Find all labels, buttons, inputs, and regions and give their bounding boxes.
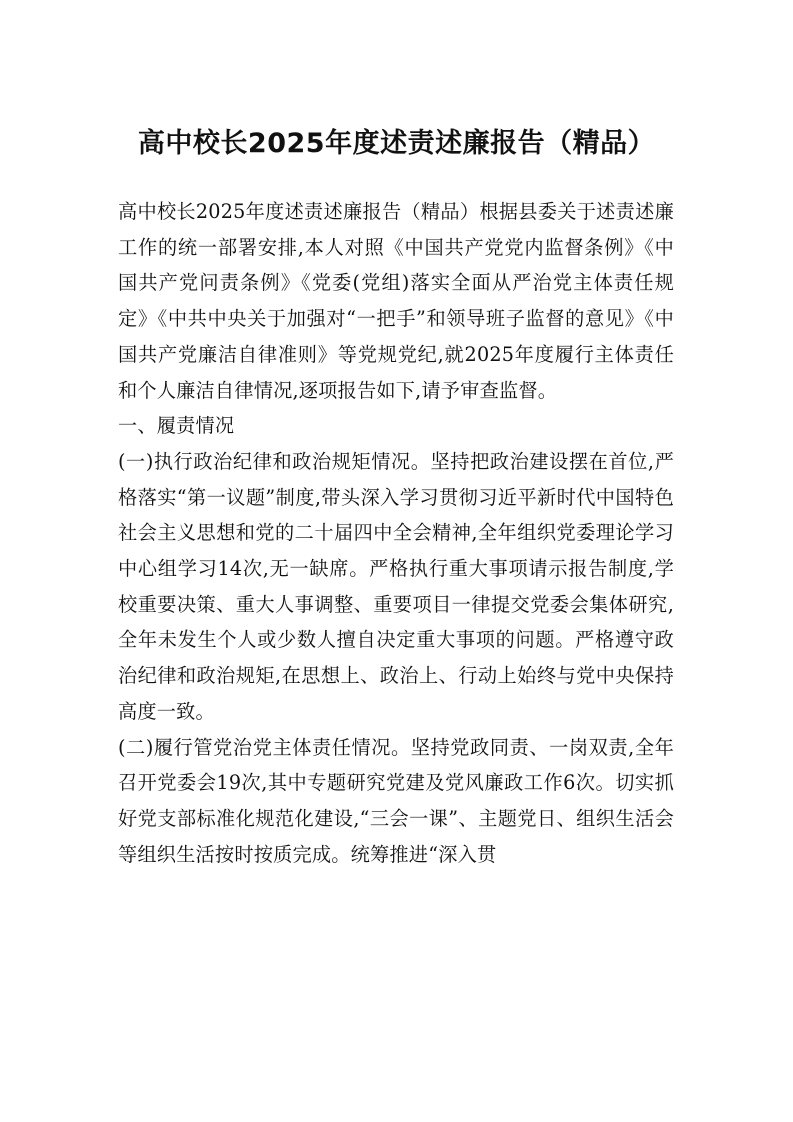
document-title: 高中校长2025年度述责述廉报告（精品）: [137, 128, 656, 159]
paragraph-political-discipline: (一)执行政治纪律和政治规矩情况。坚持把政治建设摆在首位,严格落实“第一议题”制度,带头深入学习贯彻习近平新时代中国特色社会主义思想和党的二十届四中全会精神,全年组织党委理论学习中心组学习14次,无一缺席。严格执行重大事项请示报告制度,学校重要决策、重大人事调整、重要项目一律提交党委会集体研究,全年未发生个人或少数人擅自决定重大事项的问题。严格遵守政治纪律和政治规矩,在思想上、政治上、行动上始终与党中央保持高度一致。: [118, 449, 674, 723]
paragraph-intro: 高中校长2025年度述责述廉报告（精品）根据县委关于述责述廉工作的统一部署安排,本人对照《中国共产党党内监督条例》《中国共产党问责条例》《党委(党组)落实全面从严治党主体责任规定》《中共中央关于加强对“一把手”和领导班子监督的意见》《中国共产党廉洁自律准则》等党规党纪,就2025年度履行主体责任和个人廉洁自律情况,逐项报告如下,请予审查监督。: [118, 200, 674, 402]
document-body: [118, 194, 674, 872]
paragraph-party-governance: (二)履行管党治党主体责任情况。坚持党政同责、一岗双责,全年召开党委会19次,其中专题研究党建及党风廉政工作6次。切实抓好党支部标准化规范化建设,“三会一课”、主题党日、组织生活会等组织生活按时按质完成。统筹推进“深入贯: [118, 735, 674, 866]
section-heading-duty-performance: 一、履责情况: [118, 414, 235, 438]
